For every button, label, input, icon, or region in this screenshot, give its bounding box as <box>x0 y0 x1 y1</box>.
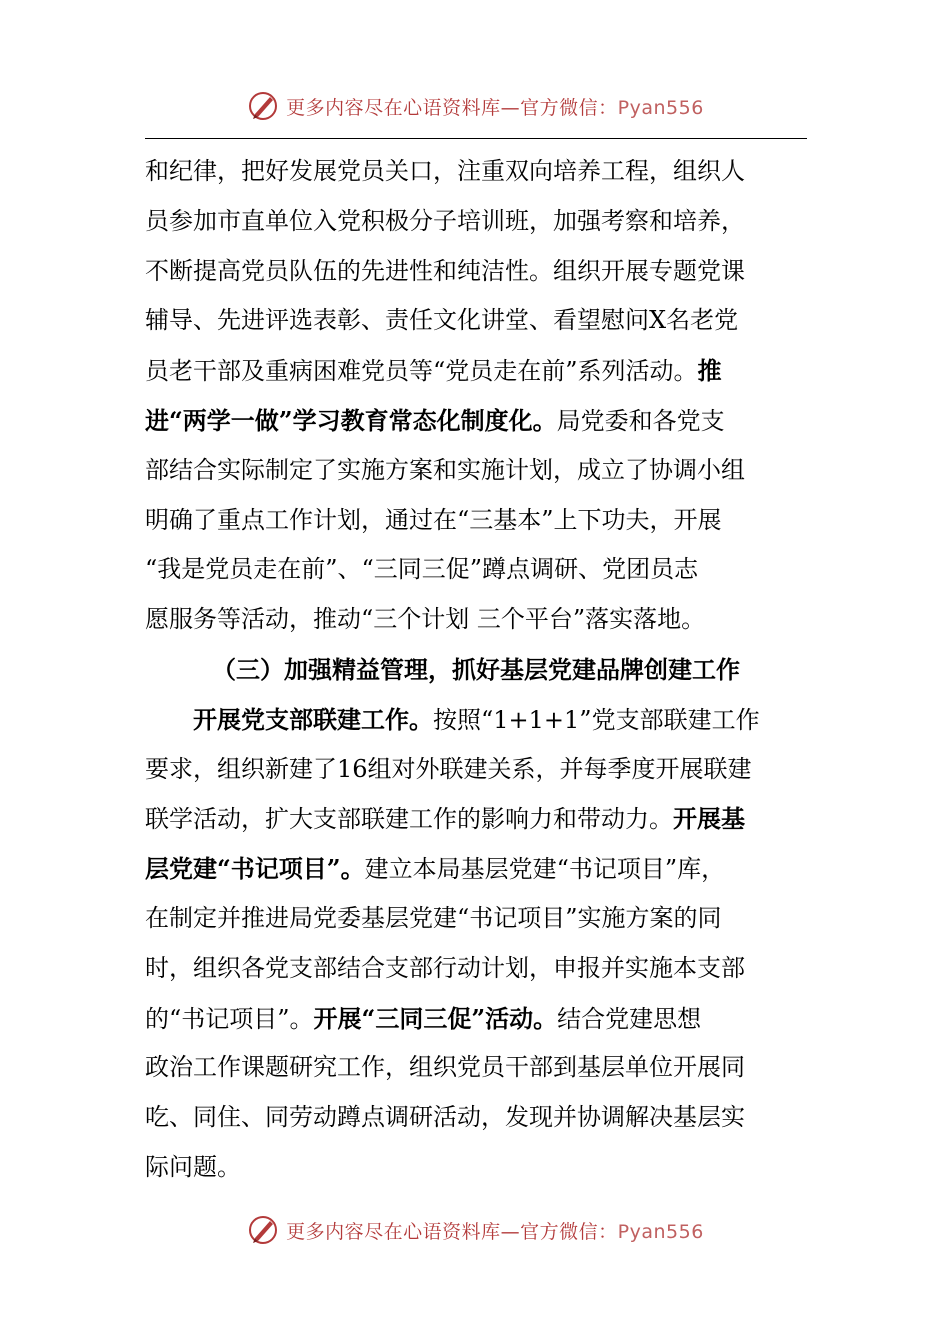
pen-logo-icon <box>246 89 280 123</box>
text-line: 层党建“书记项目”。建立本局基层党建“书记项目”库， <box>145 854 726 884</box>
text-line: 联学活动，扩大支部联建工作的影响力和带动力。开展基 <box>145 804 745 834</box>
footer-wechat-id: Pyan556 <box>617 1220 704 1243</box>
section-heading: （三）加强精益管理，抓好基层党建品牌创建工作 <box>212 654 740 684</box>
text-line: 员参加市直单位入党积极分子培训班，加强考察和培养， <box>145 206 745 235</box>
text-line: 辅导、先进评选表彰、责任文化讲堂、看望慰问X名老党 <box>145 306 739 335</box>
text-line: 在制定并推进局党委基层党建“书记项目”实施方案的同 <box>145 903 722 932</box>
text-line: 开展党支部联建工作。按照“1+1+1”党支部联建工作 <box>193 704 760 734</box>
pen-logo-icon <box>246 1213 280 1247</box>
text-line: “我是党员走在前”、“三同三促”蹲点调研、党团员志 <box>145 555 699 584</box>
text-line: 明确了重点工作计划，通过在“三基本”上下功夫，开展 <box>145 505 722 534</box>
header-divider <box>145 138 807 139</box>
text-line: 进“两学一做”学习教育常态化制度化。局党委和各党支 <box>145 405 725 435</box>
text-line: 政治工作课题研究工作，组织党员干部到基层单位开展同 <box>145 1053 745 1082</box>
text-line: 和纪律，把好发展党员关口，注重双向培养工程，组织人 <box>145 157 745 185</box>
text-line: 不断提高党员队伍的先进性和纯洁性。组织开展专题党课 <box>145 256 745 285</box>
text-line: 的“书记项目”。开展“三同三促”活动。结合党建思想 <box>145 1003 702 1033</box>
footer-banner-text: 更多内容尽在心语资料库—官方微信：Pyan556 <box>286 1220 704 1243</box>
text-line: 部结合实际制定了实施方案和实施计划，成立了协调小组 <box>145 455 745 484</box>
document-body <box>145 147 807 1193</box>
header-wechat-id: Pyan556 <box>617 96 704 119</box>
text-line: 吃、同住、同劳动蹲点调研活动，发现并协调解决基层实 <box>145 1103 745 1132</box>
text-line: 员老干部及重病困难党员等“党员走在前”系列活动。推 <box>145 356 722 386</box>
text-line: 愿服务等活动，推动“三个计划 三个平台”落实落地。 <box>145 605 706 634</box>
footer-banner <box>0 1210 950 1250</box>
text-line: 际问题。 <box>145 1152 241 1181</box>
text-line: 要求，组织新建了16组对外联建关系，并每季度开展联建 <box>145 754 752 783</box>
header-banner <box>0 86 950 126</box>
text-line: 时，组织各党支部结合支部行动计划，申报并实施本支部 <box>145 953 745 982</box>
header-banner-text: 更多内容尽在心语资料库—官方微信：Pyan556 <box>286 96 704 119</box>
